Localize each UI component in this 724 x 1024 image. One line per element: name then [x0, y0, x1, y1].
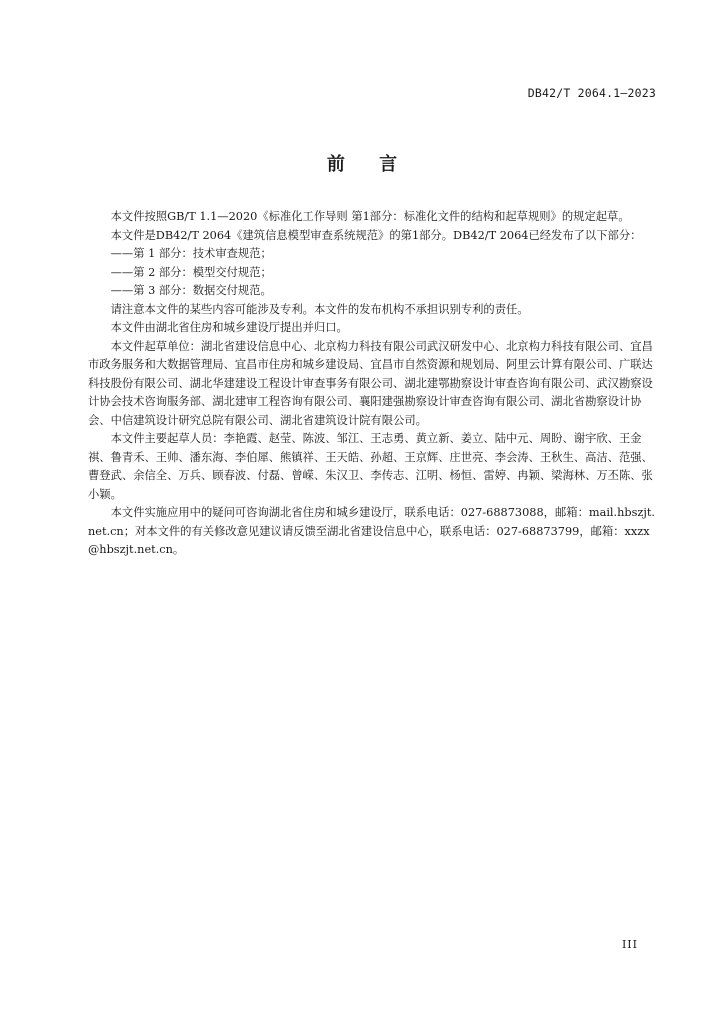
list-item-part-1: ——第 1 部分：技术审查规范； — [110, 247, 272, 260]
paragraph-series-info: 本文件是DB42/T 2064《建筑信息模型审查系统规范》的第1部分。DB42/T 2064已经发布了以下部分： — [110, 228, 642, 242]
paragraph-drafting-rules: 本文件按照GB/T 1.1—2020《标准化工作导则 第1部分：标准化文件的结构和起草规则》的规定起草。 — [110, 210, 630, 223]
paragraph-patent-notice: 请注意本文件的某些内容可能涉及专利。本文件的发布机构不承担识别专利的责任。 — [110, 302, 529, 316]
paragraph-drafting-units: 本文件起草单位：湖北省建设信息中心、北京构力科技有限公司武汉研发中心、北京构力科技有限公司、宜昌市政务服务和大数据管理局、宜昌市住房和城乡建设局、宜昌市自然资源和规划局、阿里云计算有限公司、广联达科技股份有限公司、湖北华建建设工程设计审查事务有限公司、湖北建鄂勘察设计审查咨询有限公司、武汉勘察设计协会技术咨询服务部、湖北建审工程咨询有限公司、襄阳建强勘察设计审查咨询有限公司、湖北省勘察设计协会、中信建筑设计研究总院有限公司、湖北省建筑设计院有限公司。 — [88, 339, 653, 427]
foreword-body — [88, 208, 658, 560]
page-number: III — [621, 938, 638, 951]
list-item-part-3: ——第 3 部分：数据交付规范。 — [110, 284, 272, 297]
page-title: 前 言 — [326, 154, 412, 175]
list-item-part-2: ——第 2 部分：模型交付规范； — [110, 265, 272, 279]
paragraph-contact: 本文件实施应用中的疑问可咨询湖北省住房和城乡建设厅，联系电话：027-68873088，邮箱：mail.hbszjt.net.cn；对本文件的有关修改意见建议请反馈至湖北省建设信息中心，联系电话：027-68873799，邮箱：xxzx@hbszjt.net.cn。 — [88, 506, 656, 556]
paragraph-drafters: 本文件主要起草人员：李艳霞、赵莹、陈波、邹江、王志勇、黄立新、姜立、陆中元、周盼、谢宇欣、王金祺、鲁青禾、王帅、潘东海、李伯犀、熊镇祥、王天皓、孙超、王京辉、庄世亮、李会涛、王秋生、高洁、范强、曹登武、余信全、万兵、顾春波、付磊、曾嵘、朱汉卫、李传志、江明、杨恒、雷婷、冉颖、梁海林、万丕陈、张小颖。 — [88, 432, 653, 501]
document-code: DB42/T 2064.1—2023 — [527, 86, 656, 100]
paragraph-proposer: 本文件由湖北省住房和城乡建设厅提出并归口。 — [110, 321, 348, 334]
